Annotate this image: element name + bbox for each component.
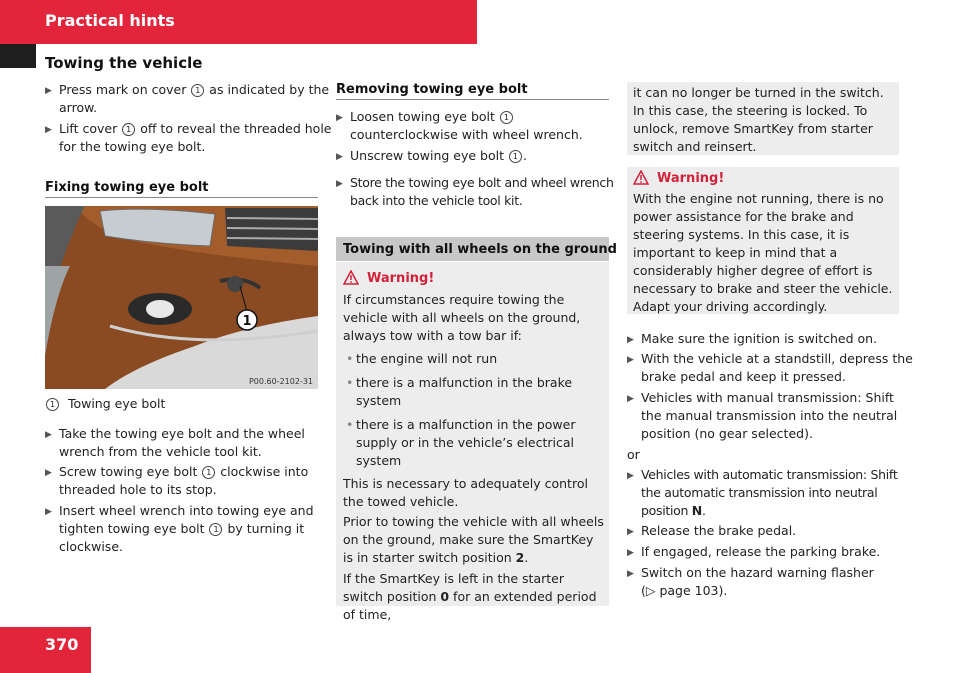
step-manual-trans: ▶ Vehicles with manual transmission: Shift the manual transmission into the neutral position (no gear selected). xyxy=(627,390,898,441)
section-title: Towing the vehicle xyxy=(45,54,203,72)
image-code: P00.60-2102-31 xyxy=(248,377,313,386)
step-unscrew-bolt: ▶ Unscrew towing eye bolt 1 . xyxy=(336,147,620,165)
step-loosen-bolt: ▶ Loosen towing eye bolt 1 counterclockwise with wheel wrench. xyxy=(336,109,583,142)
step-store-bolt: ▶ Store the towing eye bolt and wheel wrench back into the vehicle tool kit. xyxy=(336,175,614,208)
step-ignition: ▶ Make sure the ignition is switched on. xyxy=(627,330,915,348)
step-arrow-icon: ▶ xyxy=(336,152,343,162)
step-hazard: ▶ Switch on the hazard warning flasher (▷ page 103). xyxy=(627,565,874,598)
removing-title: Removing towing eye bolt xyxy=(336,82,609,100)
fixing-title: Fixing towing eye bolt xyxy=(45,180,318,198)
step-arrow-icon: ▶ xyxy=(627,527,634,537)
section-marker xyxy=(0,44,36,68)
page-number: 370 xyxy=(45,635,79,654)
step-screw-bolt: ▶ Screw towing eye bolt 1 clockwise into threaded hole to its stop. xyxy=(45,464,309,497)
image-legend: 1 Towing eye bolt xyxy=(45,395,165,413)
warning-intro: If circumstances require towing the vehicle with all wheels on the ground, always tow with a tow bar if: xyxy=(343,292,581,343)
para-smartkey: Prior to towing the vehicle with all wheels on the ground, make sure the SmartKey is in starter switch position 2. xyxy=(343,514,604,565)
step-arrow-icon: ▶ xyxy=(627,569,634,579)
ground-title: Towing with all wheels on the ground xyxy=(343,242,617,257)
bullet-engine: • the engine will not run xyxy=(346,351,498,366)
photo-callout: 1 xyxy=(242,314,252,329)
page-reference-link[interactable]: (▷ page 103). xyxy=(641,583,728,598)
warning-heading: Warning! xyxy=(343,270,434,286)
step-arrow-icon: ▶ xyxy=(45,430,52,440)
step-arrow-icon: ▶ xyxy=(627,394,634,404)
para-control: This is necessary to adequately control the towed vehicle. xyxy=(343,476,588,509)
warning-heading-2: Warning! xyxy=(633,170,724,186)
step-arrow-icon: ▶ xyxy=(627,355,634,365)
step-release-brake: ▶ Release the brake pedal. xyxy=(627,522,915,540)
step-arrow-icon: ▶ xyxy=(627,471,634,481)
or-text: or xyxy=(627,447,640,462)
continuation-text: it can no longer be turned in the switch. In this case, the steering is locked. To unlock, remove SmartKey from starter switch and reinsert. xyxy=(633,85,884,154)
step-insert-wrench: ▶ Insert wheel wrench into towing eye and tighten towing eye bolt 1 by turning it clockwise. xyxy=(45,503,314,554)
step-lift-cover: ▶ Lift cover 1 off to reveal the threaded hole for the towing eye bolt. xyxy=(45,121,332,154)
step-auto-trans: ▶ Vehicles with automatic transmission: Shift the automatic transmission into neutral position N. xyxy=(627,467,898,518)
step-press-mark: ▶ Press mark on cover 1 as indicated by the arrow. xyxy=(45,82,330,115)
step-arrow-icon: ▶ xyxy=(336,179,343,189)
step-arrow-icon: ▶ xyxy=(627,548,634,558)
step-arrow-icon: ▶ xyxy=(336,113,343,123)
step-depress-brake: ▶ With the vehicle at a standstill, depress the brake pedal and keep it pressed. xyxy=(627,351,913,384)
para-left-in-switch: If the SmartKey is left in the starter switch position 0 for an extended period of time, xyxy=(343,571,597,622)
step-arrow-icon: ▶ xyxy=(45,125,52,135)
warning-triangle-icon xyxy=(343,270,359,285)
towing-eye-photo xyxy=(45,206,318,389)
bullet-brake: • there is a malfunction in the brake system xyxy=(346,375,573,408)
bullet-power: • there is a malfunction in the power supply or in the vehicle’s electrical system xyxy=(346,417,576,468)
step-arrow-icon: ▶ xyxy=(45,86,52,96)
step-arrow-icon: ▶ xyxy=(45,468,52,478)
step-parking-brake: ▶ If engaged, release the parking brake. xyxy=(627,543,915,561)
chapter-title: Practical hints xyxy=(45,11,175,30)
warning-text-2: With the engine not running, there is no power assistance for the brake and steering systems. In this case, it is important to keep in mind that a considerably higher degree of effort is necessary to brake and steer the vehicle. Adapt your driving accordingly. xyxy=(633,191,893,314)
step-take-bolt: ▶ Take the towing eye bolt and the wheel wrench from the vehicle tool kit. xyxy=(45,426,305,459)
warning-triangle-icon xyxy=(633,170,649,185)
step-arrow-icon: ▶ xyxy=(627,335,634,345)
step-arrow-icon: ▶ xyxy=(45,507,52,517)
